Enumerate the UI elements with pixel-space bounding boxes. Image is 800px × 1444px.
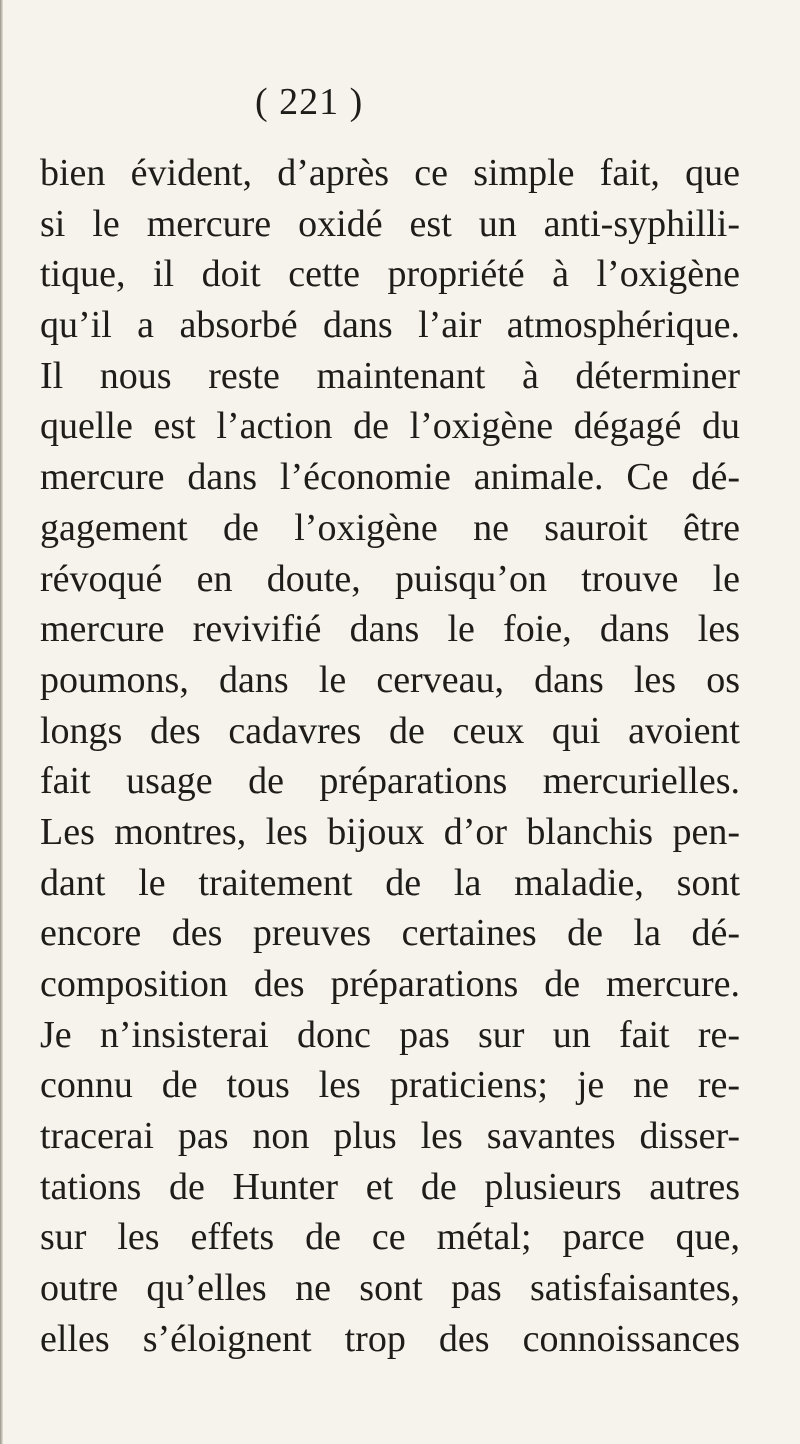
text-line: poumons, dans le cerveau, dans les os	[40, 658, 740, 701]
text-line: tations de Hunter et de plusieurs autres	[40, 1165, 740, 1208]
text-line: connu de tous les praticiens; je ne re-	[40, 1064, 740, 1107]
text-line: mercure revivifié dans le foie, dans les	[40, 608, 740, 651]
text-line: qu’il a absorbé dans l’air atmosphérique.	[40, 304, 740, 347]
text-line: outre qu’elles ne sont pas satisfaisantes,	[40, 1267, 740, 1310]
text-line: bien évident, d’après ce simple fait, que	[40, 152, 740, 194]
text-line: gagement de l’oxigène ne sauroit être	[40, 506, 740, 549]
text-line: fait usage de préparations mercurielles.	[40, 760, 740, 803]
text-line: longs des cadavres de ceux qui avoient	[40, 709, 740, 752]
page-edge-shadow	[0, 0, 3, 1444]
text-line: mercure dans l’économie animale. Ce dé-	[40, 456, 740, 499]
text-line: si le mercure oxidé est un anti-syphilli-	[40, 202, 740, 245]
text-line: révoqué en doute, puisqu’on trouve le	[40, 557, 740, 600]
text-line: elles s’éloignent trop des connoissances	[40, 1317, 740, 1360]
text-line: encore des preuves certaines de la dé-	[40, 912, 740, 955]
text-line: Les montres, les bijoux d’or blanchis pen-	[40, 810, 740, 853]
text-line: tique, il doit cette propriété à l’oxigène	[40, 253, 740, 296]
body-text	[40, 148, 740, 1365]
text-line: tracerai pas non plus les savantes disser-	[40, 1115, 740, 1158]
text-line: quelle est l’action de l’oxigène dégagé du	[40, 405, 740, 448]
text-line: dant le traitement de la maladie, sont	[40, 861, 740, 904]
page-number: ( 221 )	[255, 81, 364, 123]
text-line: Je n’insisterai donc pas sur un fait re-	[40, 1013, 740, 1056]
text-line: composition des préparations de mercure.	[40, 963, 740, 1005]
text-line: Il nous reste maintenant à déterminer	[40, 354, 740, 397]
text-line: sur les effets de ce métal; parce que,	[40, 1216, 740, 1259]
